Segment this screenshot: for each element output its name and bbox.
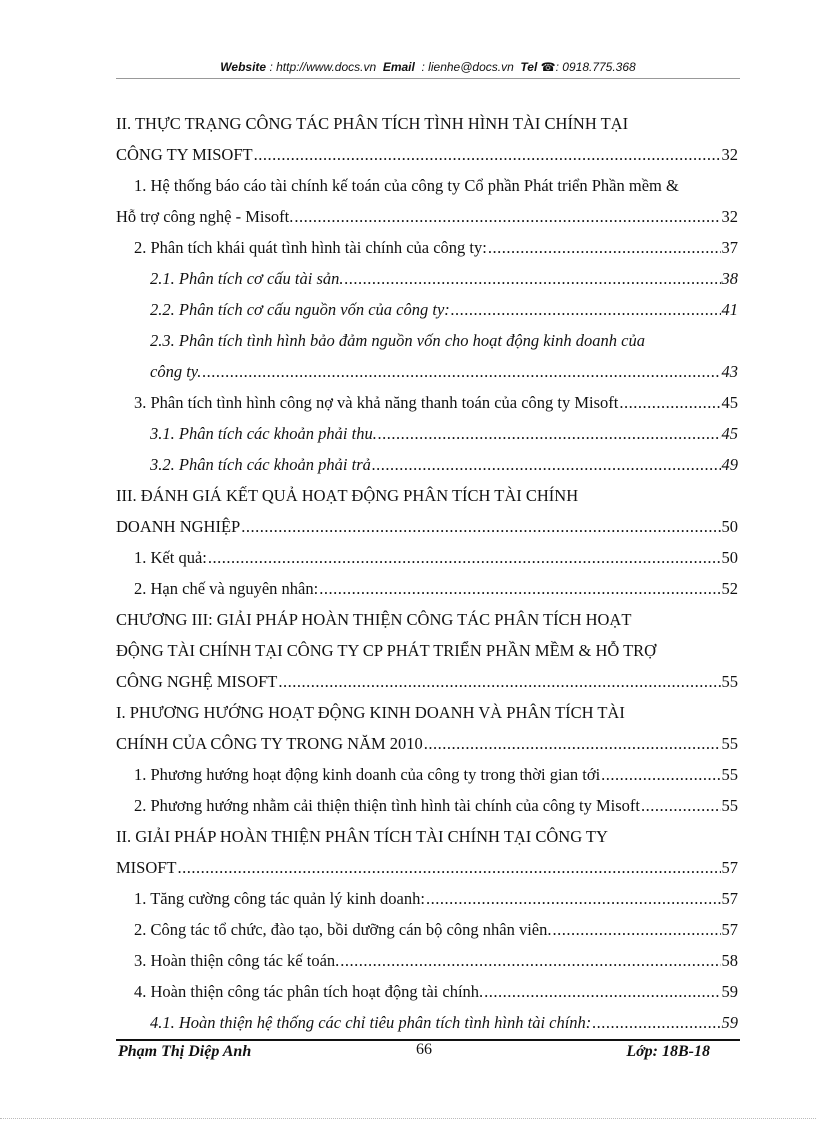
toc-leader-dots bbox=[319, 573, 720, 604]
toc-page-number: 52 bbox=[721, 579, 738, 598]
toc-page-number: 58 bbox=[721, 951, 738, 970]
toc-entry-title: 1. Phương hướng hoạt động kinh doanh của công ty trong thời gian tới bbox=[134, 765, 601, 784]
toc-entry-title: 2.3. Phân tích tình hình bảo đảm nguồn vốn cho hoạt động kinh doanh của bbox=[150, 331, 645, 350]
toc-leader-dots bbox=[372, 449, 721, 480]
toc-entry bbox=[116, 604, 738, 635]
website-value: : http://www.docs.vn bbox=[269, 60, 377, 74]
toc-page-number: 57 bbox=[721, 920, 738, 939]
toc-entry-title: 2. Hạn chế và nguyên nhân: bbox=[134, 579, 319, 598]
toc-leader-dots bbox=[601, 759, 720, 790]
toc-entry bbox=[116, 201, 738, 232]
toc-page-number: 55 bbox=[721, 734, 738, 753]
toc-entry bbox=[116, 945, 738, 976]
toc-entry bbox=[116, 108, 738, 139]
toc-page-number: 45 bbox=[721, 424, 738, 443]
toc-entry bbox=[116, 480, 738, 511]
toc-leader-dots bbox=[484, 976, 720, 1007]
toc-leader-dots bbox=[241, 511, 720, 542]
toc-entry bbox=[116, 139, 738, 170]
toc-entry bbox=[116, 325, 738, 356]
toc-entry bbox=[116, 356, 738, 387]
toc-page-number: 57 bbox=[721, 889, 738, 908]
email-label: Email bbox=[382, 60, 415, 74]
email-value: : lienhe@docs.vn bbox=[421, 60, 514, 74]
toc-page-number: 49 bbox=[721, 455, 738, 474]
toc-entry bbox=[116, 170, 738, 201]
toc-entry bbox=[116, 697, 738, 728]
toc-page-number: 55 bbox=[721, 796, 738, 815]
toc-entry-title: 1. Tăng cường công tác quản lý kinh doanh: bbox=[134, 889, 425, 908]
toc-entry-title: Hỗ trợ công nghệ - Misoft. bbox=[116, 207, 294, 226]
toc-leader-dots bbox=[208, 542, 721, 573]
toc-entry-title: ĐỘNG TÀI CHÍNH TẠI CÔNG TY CP PHÁT TRIỂN PHẦN MỀM & HỖ TRỢ bbox=[116, 641, 657, 660]
toc-entry-title: III. ĐÁNH GIÁ KẾT QUẢ HOẠT ĐỘNG PHÂN TÍCH TÀI CHÍNH bbox=[116, 486, 579, 505]
toc-entry-title: CÔNG NGHỆ MISOFT bbox=[116, 672, 278, 691]
toc-entry-title: 2. Phương hướng nhằm cải thiện thiện tình hình tài chính của công ty Misoft bbox=[134, 796, 640, 815]
tel-label: Tel bbox=[520, 60, 538, 74]
toc-entry-title: MISOFT bbox=[116, 858, 177, 877]
toc-entry bbox=[116, 418, 738, 449]
toc-entry-title: CHƯƠNG III: GIẢI PHÁP HOÀN THIỆN CÔNG TÁC PHÂN TÍCH HOẠT bbox=[116, 610, 632, 629]
toc-entry bbox=[116, 821, 738, 852]
toc-entry-title: 3. Hoàn thiện công tác kế toán. bbox=[134, 951, 340, 970]
toc-entry bbox=[116, 1007, 738, 1038]
toc-entry-title: 3.1. Phân tích các khoản phải thu. bbox=[150, 424, 377, 443]
toc-entry bbox=[116, 790, 738, 821]
website-label: Website bbox=[220, 60, 267, 74]
toc-page-number: 50 bbox=[721, 517, 738, 536]
toc-entry-title: 2. Công tác tổ chức, đào tạo, bồi dưỡng cán bộ công nhân viên. bbox=[134, 920, 552, 939]
toc-entry-title: 1. Kết quả: bbox=[134, 548, 207, 567]
class-name: Lớp: 18B-18 bbox=[626, 1043, 710, 1060]
toc-entry bbox=[116, 232, 738, 263]
toc-entry-title: CÔNG TY MISOFT bbox=[116, 145, 253, 164]
toc-entry-title: 4.1. Hoàn thiện hệ thống các chỉ tiêu phân tích tình hình tài chính: bbox=[150, 1013, 592, 1032]
header-rule bbox=[116, 78, 740, 79]
toc-leader-dots bbox=[619, 387, 720, 418]
toc-entry bbox=[116, 511, 738, 542]
toc-leader-dots bbox=[278, 666, 720, 697]
phone-icon: ☎ bbox=[540, 60, 556, 74]
toc-page-number: 32 bbox=[721, 145, 738, 164]
toc-entry bbox=[116, 387, 738, 418]
toc-leader-dots bbox=[488, 232, 721, 263]
toc-page-number: 59 bbox=[721, 1013, 738, 1032]
toc-entry bbox=[116, 263, 738, 294]
toc-page-number: 32 bbox=[721, 207, 738, 226]
toc-entry bbox=[116, 666, 738, 697]
toc-leader-dots bbox=[426, 883, 721, 914]
toc-leader-dots bbox=[254, 139, 721, 170]
toc-page-number: 41 bbox=[721, 300, 738, 319]
toc-entry bbox=[116, 852, 738, 883]
toc-entry-title: 4. Hoàn thiện công tác phân tích hoạt động tài chính. bbox=[134, 982, 484, 1001]
toc-entry bbox=[116, 914, 738, 945]
table-of-contents bbox=[116, 108, 738, 1038]
toc-leader-dots bbox=[378, 418, 721, 449]
toc-leader-dots bbox=[340, 945, 720, 976]
toc-entry-title: 1. Hệ thống báo cáo tài chính kế toán của công ty Cổ phần Phát triển Phần mềm & bbox=[134, 176, 679, 195]
page-footer bbox=[116, 1043, 740, 1067]
toc-leader-dots bbox=[202, 356, 720, 387]
toc-entry bbox=[116, 759, 738, 790]
page-number: 66 bbox=[416, 1041, 432, 1058]
toc-page-number: 50 bbox=[721, 548, 738, 567]
toc-leader-dots bbox=[178, 852, 721, 883]
toc-leader-dots bbox=[294, 201, 720, 232]
toc-entry bbox=[116, 542, 738, 573]
toc-leader-dots bbox=[451, 294, 721, 325]
toc-leader-dots bbox=[552, 914, 720, 945]
toc-entry bbox=[116, 294, 738, 325]
toc-page-number: 59 bbox=[721, 982, 738, 1001]
toc-page-number: 55 bbox=[721, 672, 738, 691]
toc-page-number: 43 bbox=[721, 362, 738, 381]
toc-leader-dots bbox=[641, 790, 721, 821]
toc-entry-title: DOANH NGHIỆP bbox=[116, 517, 241, 536]
toc-leader-dots bbox=[592, 1007, 720, 1038]
toc-entry-title: 2. Phân tích khái quát tình hình tài chính của công ty: bbox=[134, 238, 487, 257]
toc-leader-dots bbox=[424, 728, 721, 759]
toc-entry bbox=[116, 635, 738, 666]
toc-page-number: 37 bbox=[721, 238, 738, 257]
toc-page-number: 45 bbox=[721, 393, 738, 412]
toc-entry-title: 3.2. Phân tích các khoản phải trả bbox=[150, 455, 371, 474]
toc-entry-title: 3. Phân tích tình hình công nợ và khả năng thanh toán của công ty Misoft bbox=[134, 393, 619, 412]
toc-entry bbox=[116, 573, 738, 604]
toc-entry-title: 2.2. Phân tích cơ cấu nguồn vốn của công ty: bbox=[150, 300, 450, 319]
toc-entry-title: công ty. bbox=[150, 362, 202, 381]
toc-entry bbox=[116, 976, 738, 1007]
toc-entry bbox=[116, 883, 738, 914]
toc-entry bbox=[116, 449, 738, 480]
toc-entry bbox=[116, 728, 738, 759]
toc-page-number: 57 bbox=[721, 858, 738, 877]
toc-entry-title: 2.1. Phân tích cơ cấu tài sản. bbox=[150, 269, 344, 288]
toc-entry-title: II. THỰC TRẠNG CÔNG TÁC PHÂN TÍCH TÌNH HÌNH TÀI CHÍNH TẠI bbox=[116, 114, 629, 133]
toc-entry-title: II. GIẢI PHÁP HOÀN THIỆN PHÂN TÍCH TÀI CHÍNH TẠI CÔNG TY bbox=[116, 827, 608, 846]
toc-page-number: 38 bbox=[721, 269, 738, 288]
tel-value: : 0918.775.368 bbox=[555, 60, 636, 74]
author-name: Phạm Thị Diệp Anh bbox=[118, 1043, 252, 1060]
page-header bbox=[116, 60, 740, 74]
page-edge bbox=[0, 1118, 816, 1119]
toc-entry-title: I. PHƯƠNG HƯỚNG HOẠT ĐỘNG KINH DOANH VÀ PHÂN TÍCH TÀI bbox=[116, 703, 625, 722]
toc-entry-title: CHÍNH CỦA CÔNG TY TRONG NĂM 2010 bbox=[116, 734, 423, 753]
toc-page-number: 55 bbox=[721, 765, 738, 784]
toc-leader-dots bbox=[345, 263, 721, 294]
